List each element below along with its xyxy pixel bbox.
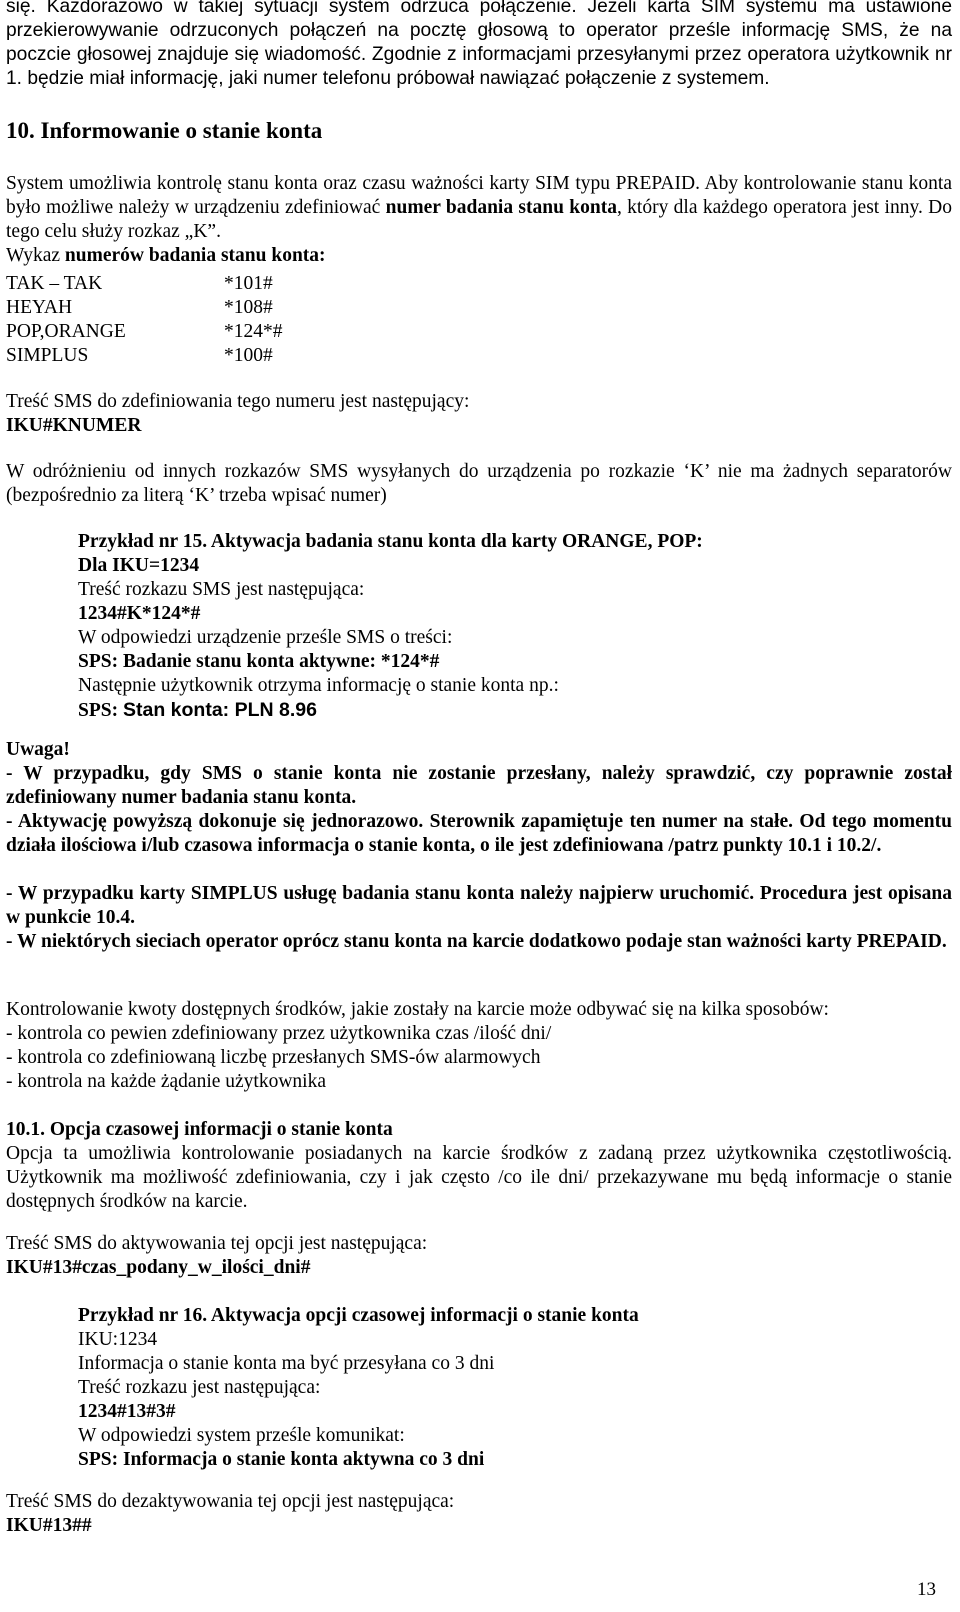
warning-item: - Aktywację powyższą dokonuje się jednorazowo. Sterownik zapamiętuje ten numer na stałe. Od tego momentu działa ilościowa i/lub czasowa informacja o stanie konta, o ile jest zdefiniowana /patrz punkty 10.1 i 10.2/. [6,811,952,856]
control-item: - kontrola co zdefiniowaną liczbę przesłanych SMS-ów alarmowych [6,1047,541,1068]
operator-code: *124*# [224,321,283,342]
operator-code: *101# [224,273,273,294]
sms-activate-intro: Treść SMS do aktywowania tej opcji jest następująca: [6,1233,428,1254]
warning-item: - W przypadku, gdy SMS o stanie konta nie zostanie przesłany, należy sprawdzić, czy poprawnie został zdefiniowany numer badania stanu konta. [6,763,952,808]
example-15-line [78,698,703,723]
example-15-title [78,530,703,554]
example-15-number: Przykład nr 15. [78,531,208,552]
operator-name: POP,ORANGE [6,321,126,342]
operator-list-intro-bold: numerów badania stanu konta: [64,245,326,266]
operator-list-intro-text: Wykaz [6,245,65,266]
warning-item: - W przypadku karty SIMPLUS usługę badania stanu konta należy najpierw uruchomić. Procedura jest opisana w punkcie 10.4. [6,883,952,928]
example-15-line: Treść rozkazu SMS jest następująca: [78,579,365,600]
example-15-balance: Stan konta: PLN 8.96 [122,699,317,721]
example-15-sps-prefix: SPS: [78,700,123,721]
section-10-paragraph [6,172,952,244]
example-16-number: Przykład nr 16. [78,1305,208,1326]
example-15-line: Dla IKU=1234 [78,555,200,576]
example-16-line: SPS: Informacja o stanie konta aktywna co 3 dni [78,1449,485,1470]
operator-name: TAK – TAK [6,273,103,294]
section-10-text-a: System umożliwia kontrolę stanu konta oraz czasu ważności karty SIM typu PREPAID. Aby kontrolowanie stanu konta było możliwe należy w urządzeniu zdefiniować [6,173,952,218]
example-16-title [78,1304,639,1328]
warning-item: - W niektórych sieciach operator oprócz stanu konta na karcie dodatkowo podaje stan ważności karty PREPAID. [6,931,947,952]
example-16 [78,1304,639,1472]
example-16-title-text: Aktywacja opcji czasowej informacji o stanie konta [207,1305,639,1326]
example-15-line: Następnie użytkownik otrzyma informację o stanie konta np.: [78,675,559,696]
warning-title: Uwaga! [6,739,70,760]
example-16-line: IKU:1234 [78,1329,158,1350]
example-15-line: SPS: Badanie stanu konta aktywne: *124*# [78,651,440,672]
section-10-1-text: Opcja ta umożliwia kontrolowanie posiadanych na karcie środków z zadaną przez użytkownika częstotliwością. Użytkownik ma możliwość zdefiniowania, czy i jak często /co ile dni/ przekazywane mu będą informacje o stanie dostępnych środków na karcie. [6,1143,952,1212]
page-number: 13 [917,1579,936,1600]
operator-code: *100# [224,345,273,366]
example-15-line: W odpowiedzi urządzenie prześle SMS o treści: [78,627,453,648]
section-10-text-b: , który dla każdego operatora jest inny. Do tego celu służy rozkaz „K”. [6,197,952,242]
sms-activate-command: IKU#13#czas_podany_w_ilości_dni# [6,1257,311,1278]
sms-deactivate-intro: Treść SMS do dezaktywowania tej opcji jest następująca: [6,1491,455,1512]
example-15-line: 1234#K*124*# [78,603,201,624]
sms-define-command: IKU#KNUMER [6,415,142,436]
example-16-line: 1234#13#3# [78,1401,176,1422]
control-item: - kontrola co pewien zdefiniowany przez użytkownika czas /ilość dni/ [6,1023,552,1044]
example-15-title-text: Aktywacja badania stanu konta dla karty ORANGE, POP: [207,531,703,552]
operator-code: *108# [224,297,273,318]
section-10-heading: 10. Informowanie o stanie konta [6,118,323,143]
section-10-1-heading: 10.1. Opcja czasowej informacji o stanie konta [6,1119,393,1140]
control-item: - kontrola na każde żądanie użytkownika [6,1071,326,1092]
section-10-text-bold: numer badania stanu konta [385,197,617,218]
sms-deactivate-command: IKU#13## [6,1515,92,1536]
example-15 [78,530,703,723]
operator-list-intro [6,244,952,268]
operator-name: HEYAH [6,297,73,318]
example-16-line: Informacja o stanie konta ma być przesyłana co 3 dni [78,1353,495,1374]
example-16-line: Treść rozkazu jest następująca: [78,1377,321,1398]
control-intro: Kontrolowanie kwoty dostępnych środków, jakie zostały na karcie może odbywać się na kilka sposobów: [6,999,829,1020]
intro-paragraph: się. Każdorazowo w takiej sytuacji system odrzuca połączenie. Jeżeli karta SIM systemu ma ustawione przekierowywanie odrzuconych połączeń na pocztę głosową to operator prześle informację SMS, że na poczcie głosowej znajduje się wiadomość. Zgodnie z informacjami przesyłanymi przez operatora użytkownik nr 1. będzie miał informację, jaki numer telefonu próbował nawiązać połączenie z systemem. [6,0,952,89]
example-16-line: W odpowiedzi system prześle komunikat: [78,1425,405,1446]
sms-define-intro: Treść SMS do zdefiniowania tego numeru jest następujący: [6,391,470,412]
operator-name: SIMPLUS [6,345,89,366]
separator-note: W odróżnieniu od innych rozkazów SMS wysyłanych do urządzenia po rozkazie ‘K’ nie ma żadnych separatorów (bezpośrednio za literą ‘K’ trzeba wpisać numer) [6,461,952,506]
